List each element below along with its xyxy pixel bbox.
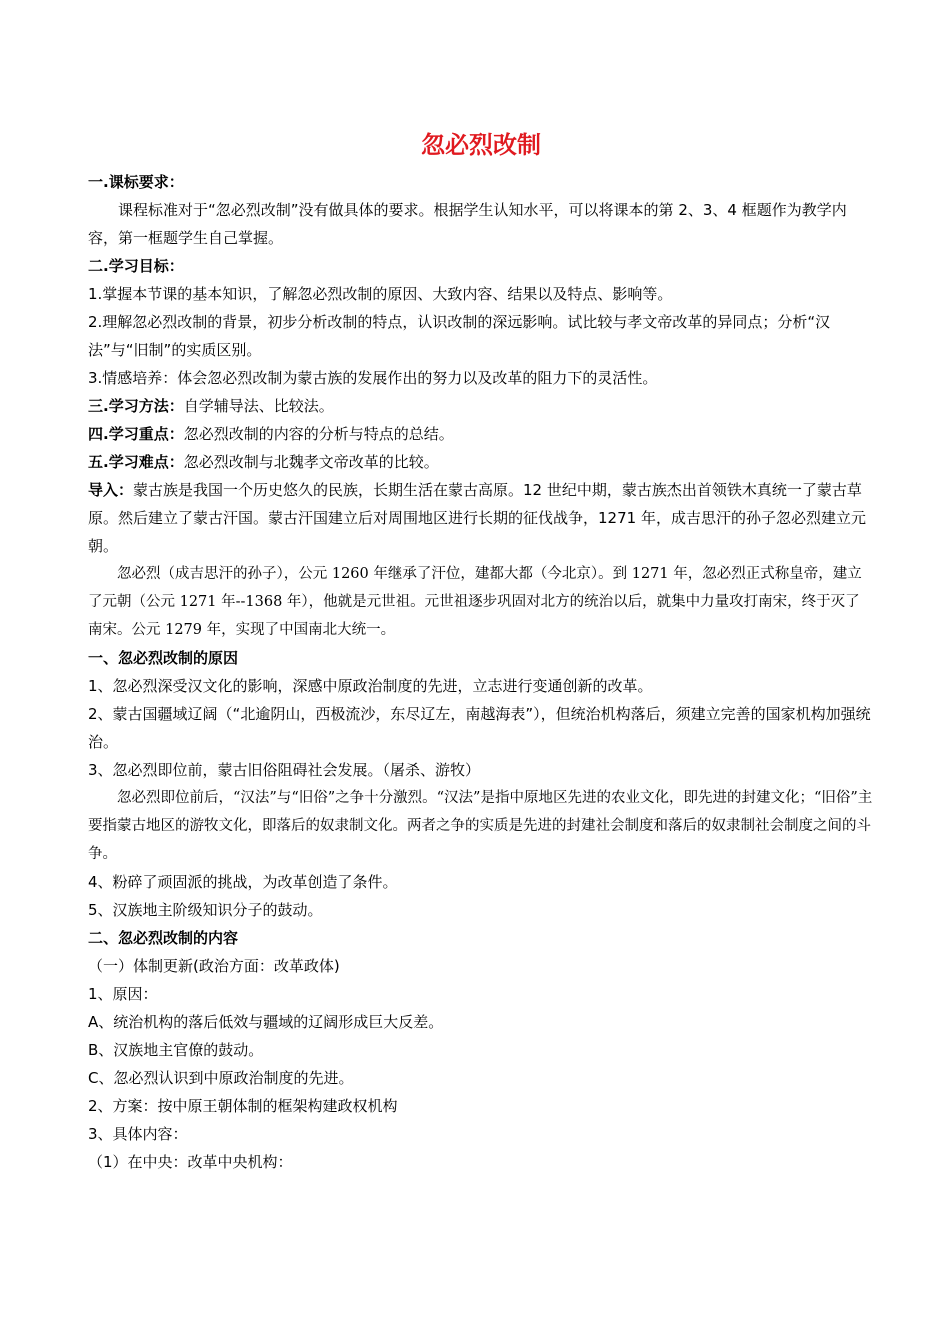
intro-paragraph-2: 忽必烈（成吉思汗的孙子），公元 1260 年继承了汗位，建都大都（今北京）。到 1271 年，忽必烈正式称皇帝，建立了元朝（公元 1271 年--1368 年），他就是元世祖。元世祖逐步巩固对北方的统治以后，就集中力量攻打南宋，终于灭了南宋。公元 1279 年，实现了中国南北大统一。 [88,566,862,638]
objective-item-2: 2.理解忽必烈改制的背景，初步分析改制的特点，认识改制的深远影响。试比较与孝文帝改革的异同点；分析“汉法”与“旧制”的实质区别。 [88,313,831,359]
cause-item-3: 3、忽必烈即位前，蒙古旧俗阻碍社会发展。（屠杀、游牧） [88,761,481,779]
keypoints-text: 忽必烈改制的内容的分析与特点的总结。 [183,425,454,443]
page-title: 忽必烈改制 [421,131,541,159]
methods-text: 自学辅导法、比较法。 [183,397,334,415]
content-sub-1: （一）体制更新(政治方面：改革政体) [88,957,340,975]
section-heading-objectives: 二.学习目标： [88,257,184,275]
intro-paragraph [88,476,874,560]
content-reason-a: A、统治机构的落后低效与疆域的辽阔形成巨大反差。 [88,1013,444,1031]
keypoints-label: 四.学习重点： [88,425,184,443]
cause-item-2: 2、蒙古国疆域辽阔（“北逾阴山，西极流沙，东尽辽左，南越海表”），但统治机构落后，须建立完善的国家机构加强统治。 [88,705,871,751]
objective-item-1: 1.掌握本节课的基本知识，了解忽必烈改制的原因、大致内容、结果以及特点、影响等。 [88,285,673,303]
section-heading-content: 二、忽必烈改制的内容 [88,929,239,947]
methods-line [88,392,874,420]
document-page [88,128,874,1176]
cause-item-4: 4、粉碎了顽固派的挑战，为改革创造了条件。 [88,873,398,891]
content-central: （1）在中央：改革中央机构： [88,1153,293,1171]
intro-text: 蒙古族是我国一个历史悠久的民族，长期生活在蒙古高原。12 世纪中期，蒙古族杰出首领铁木真统一了蒙古草原。然后建立了蒙古汗国。蒙古汗国建立后对周围地区进行长期的征伐战争，1271 年，成吉思汗的孙子忽必烈建立元朝。 [88,481,866,555]
content-plan: 2、方案：按中原王朝体制的框架构建政权机构 [88,1097,398,1115]
cause-note: 忽必烈即位前后，“汉法”与“旧俗”之争十分激烈。“汉法”是指中原地区先进的农业文化，即先进的封建文化；“旧俗”主要指蒙古地区的游牧文化，即落后的奴隶制文化。两者之争的实质是先进的封建社会制度和落后的奴隶制社会制度之间的斗争。 [88,790,873,862]
intro-label: 导入： [88,481,134,499]
difficulties-text: 忽必烈改制与北魏孝文帝改革的比较。 [183,453,439,471]
keypoints-line [88,420,874,448]
section-heading-curriculum: 一.课标要求： [88,173,184,191]
section-heading-causes: 一、忽必烈改制的原因 [88,649,239,667]
methods-label: 三.学习方法： [88,397,184,415]
objective-item-3: 3.情感培养：体会忽必烈改制为蒙古族的发展作出的努力以及改革的阻力下的灵活性。 [88,369,658,387]
content-reason-b: B、汉族地主官僚的鼓动。 [88,1041,264,1059]
content-reason-c: C、忽必烈认识到中原政治制度的先进。 [88,1069,354,1087]
content-reason-label: 1、原因： [88,985,158,1003]
cause-item-1: 1、忽必烈深受汉文化的影响，深感中原政治制度的先进，立志进行变通创新的改革。 [88,677,653,695]
cause-item-5: 5、汉族地主阶级知识分子的鼓动。 [88,901,323,919]
content-detail-label: 3、具体内容： [88,1125,188,1143]
difficulties-line [88,448,874,476]
difficulties-label: 五.学习难点： [88,453,184,471]
curriculum-text: 课程标准对于“忽必烈改制”没有做具体的要求。根据学生认知水平，可以将课本的第 2、3、4 框题作为教学内容，第一框题学生自己掌握。 [88,201,847,247]
